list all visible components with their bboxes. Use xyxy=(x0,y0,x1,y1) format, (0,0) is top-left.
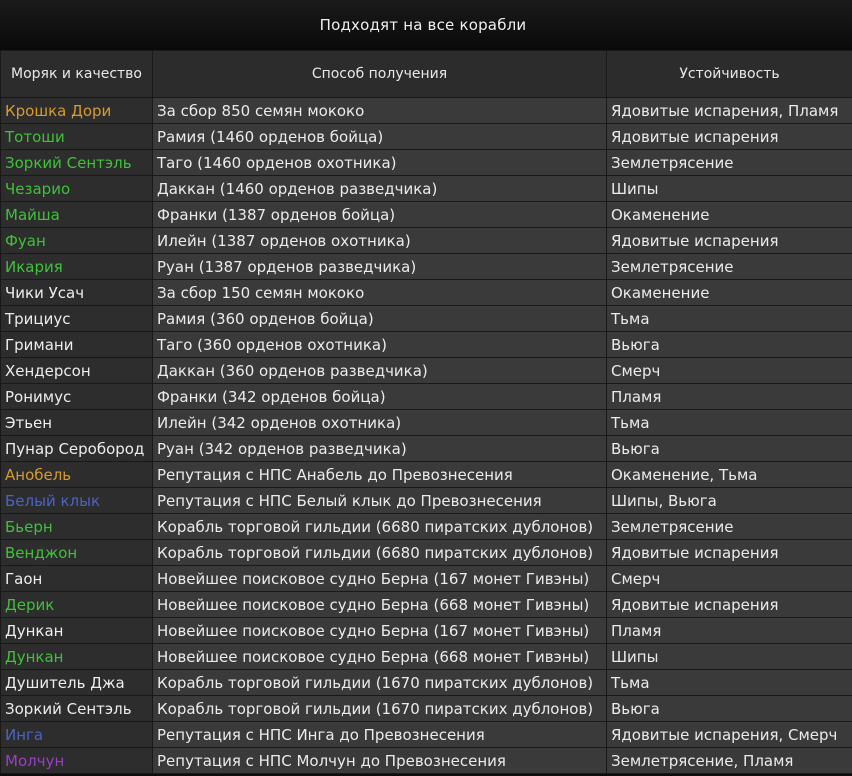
table-row xyxy=(1,280,852,306)
table-row xyxy=(1,202,852,228)
acquisition-method: За сбор 150 семян мококо xyxy=(153,280,607,306)
acquisition-method: Корабль торговой гильдии (1670 пиратских дублонов) xyxy=(153,696,607,722)
acquisition-method: Руан (342 орденов разведчика) xyxy=(153,436,607,462)
sailor-name: Дункан xyxy=(1,644,153,670)
resistance: Землетрясение xyxy=(607,150,852,176)
table-row xyxy=(1,462,852,488)
table-row xyxy=(1,618,852,644)
sailor-name: Ронимус xyxy=(1,384,153,410)
table-row xyxy=(1,228,852,254)
table-row xyxy=(1,436,852,462)
sailor-name: Этьен xyxy=(1,410,153,436)
table-row xyxy=(1,306,852,332)
resistance: Тьма xyxy=(607,306,852,332)
acquisition-method: Новейшее поисковое судно Берна (668 монет Гивэны) xyxy=(153,644,607,670)
table-row xyxy=(1,514,852,540)
resistance: Шипы xyxy=(607,176,852,202)
resistance: Ядовитые испарения xyxy=(607,124,852,150)
resistance: Тьма xyxy=(607,670,852,696)
header-sailor: Моряк и качество xyxy=(1,51,153,98)
sailor-name: Майша xyxy=(1,202,153,228)
acquisition-method: Корабль торговой гильдии (1670 пиратских дублонов) xyxy=(153,670,607,696)
resistance: Тьма xyxy=(607,410,852,436)
sailor-name: Фуан xyxy=(1,228,153,254)
table-row xyxy=(1,722,852,748)
resistance: Окаменение xyxy=(607,280,852,306)
sailor-name: Дерик xyxy=(1,592,153,618)
header-row xyxy=(1,51,852,98)
resistance: Шипы xyxy=(607,644,852,670)
resistance: Смерч xyxy=(607,566,852,592)
table-row xyxy=(1,670,852,696)
acquisition-method: Репутация с НПС Белый клык до Превознесения xyxy=(153,488,607,514)
table-row xyxy=(1,410,852,436)
header-method: Способ получения xyxy=(153,51,607,98)
acquisition-method: Новейшее поисковое судно Берна (668 монет Гивэны) xyxy=(153,592,607,618)
acquisition-method: Новейшее поисковое судно Берна (167 монет Гивэны) xyxy=(153,566,607,592)
table-row xyxy=(1,176,852,202)
resistance: Землетрясение xyxy=(607,254,852,280)
acquisition-method: Корабль торговой гильдии (6680 пиратских дублонов) xyxy=(153,540,607,566)
resistance: Землетрясение, Пламя xyxy=(607,748,852,774)
resistance: Ядовитые испарения xyxy=(607,228,852,254)
acquisition-method: Даккан (360 орденов разведчика) xyxy=(153,358,607,384)
acquisition-method: Франки (342 орденов бойца) xyxy=(153,384,607,410)
table-row xyxy=(1,540,852,566)
resistance: Вьюга xyxy=(607,696,852,722)
acquisition-method: За сбор 850 семян мококо xyxy=(153,98,607,124)
sailor-name: Анобель xyxy=(1,462,153,488)
acquisition-method: Репутация с НПС Инга до Превознесения xyxy=(153,722,607,748)
sailors-table xyxy=(0,50,852,774)
sailor-name: Душитель Джа xyxy=(1,670,153,696)
resistance: Землетрясение xyxy=(607,514,852,540)
resistance: Пламя xyxy=(607,618,852,644)
table-row xyxy=(1,358,852,384)
acquisition-method: Новейшее поисковое судно Берна (167 монет Гивэны) xyxy=(153,618,607,644)
resistance: Ядовитые испарения xyxy=(607,540,852,566)
resistance: Пламя xyxy=(607,384,852,410)
sailor-name: Пунар Серобород xyxy=(1,436,153,462)
sailor-name: Крошка Дори xyxy=(1,98,153,124)
acquisition-method: Таго (1460 орденов охотника) xyxy=(153,150,607,176)
sailor-name: Бьерн xyxy=(1,514,153,540)
sailor-name: Дункан xyxy=(1,618,153,644)
acquisition-method: Таго (360 орденов охотника) xyxy=(153,332,607,358)
resistance: Ядовитые испарения, Пламя xyxy=(607,98,852,124)
page-title: Подходят на все корабли xyxy=(319,16,527,34)
sailor-name: Инга xyxy=(1,722,153,748)
title-bar xyxy=(0,0,852,50)
table-row xyxy=(1,332,852,358)
sailor-name: Гримани xyxy=(1,332,153,358)
acquisition-method: Даккан (1460 орденов разведчика) xyxy=(153,176,607,202)
sailor-name: Чики Усач xyxy=(1,280,153,306)
resistance: Вьюга xyxy=(607,436,852,462)
acquisition-method: Репутация с НПС Анабель до Превознесения xyxy=(153,462,607,488)
sailor-name: Зоркий Сентэль xyxy=(1,696,153,722)
table-row xyxy=(1,748,852,774)
acquisition-method: Рамия (1460 орденов бойца) xyxy=(153,124,607,150)
table-row xyxy=(1,98,852,124)
acquisition-method: Рамия (360 орденов бойца) xyxy=(153,306,607,332)
resistance: Вьюга xyxy=(607,332,852,358)
resistance: Шипы, Вьюга xyxy=(607,488,852,514)
acquisition-method: Франки (1387 орденов бойца) xyxy=(153,202,607,228)
sailor-name: Чезарио xyxy=(1,176,153,202)
resistance: Ядовитые испарения xyxy=(607,592,852,618)
table-row xyxy=(1,384,852,410)
table-row xyxy=(1,696,852,722)
resistance: Окаменение, Тьма xyxy=(607,462,852,488)
resistance: Смерч xyxy=(607,358,852,384)
table-row xyxy=(1,254,852,280)
sailor-name: Гаон xyxy=(1,566,153,592)
header-resist: Устойчивость xyxy=(607,51,852,98)
table-row xyxy=(1,488,852,514)
table-row xyxy=(1,592,852,618)
acquisition-method: Руан (1387 орденов разведчика) xyxy=(153,254,607,280)
sailor-name: Белый клык xyxy=(1,488,153,514)
sailor-name: Тотоши xyxy=(1,124,153,150)
table-row xyxy=(1,124,852,150)
resistance: Окаменение xyxy=(607,202,852,228)
acquisition-method: Илейн (342 орденов охотника) xyxy=(153,410,607,436)
sailor-name: Хендерсон xyxy=(1,358,153,384)
table-row xyxy=(1,644,852,670)
sailor-name: Икария xyxy=(1,254,153,280)
sailor-name: Венджон xyxy=(1,540,153,566)
resistance: Ядовитые испарения, Смерч xyxy=(607,722,852,748)
acquisition-method: Корабль торговой гильдии (6680 пиратских дублонов) xyxy=(153,514,607,540)
table-row xyxy=(1,566,852,592)
sailor-name: Трициус xyxy=(1,306,153,332)
table-row xyxy=(1,150,852,176)
acquisition-method: Илейн (1387 орденов охотника) xyxy=(153,228,607,254)
acquisition-method: Репутация с НПС Молчун до Превознесения xyxy=(153,748,607,774)
sailor-name: Молчун xyxy=(1,748,153,774)
sailor-name: Зоркий Сентэль xyxy=(1,150,153,176)
